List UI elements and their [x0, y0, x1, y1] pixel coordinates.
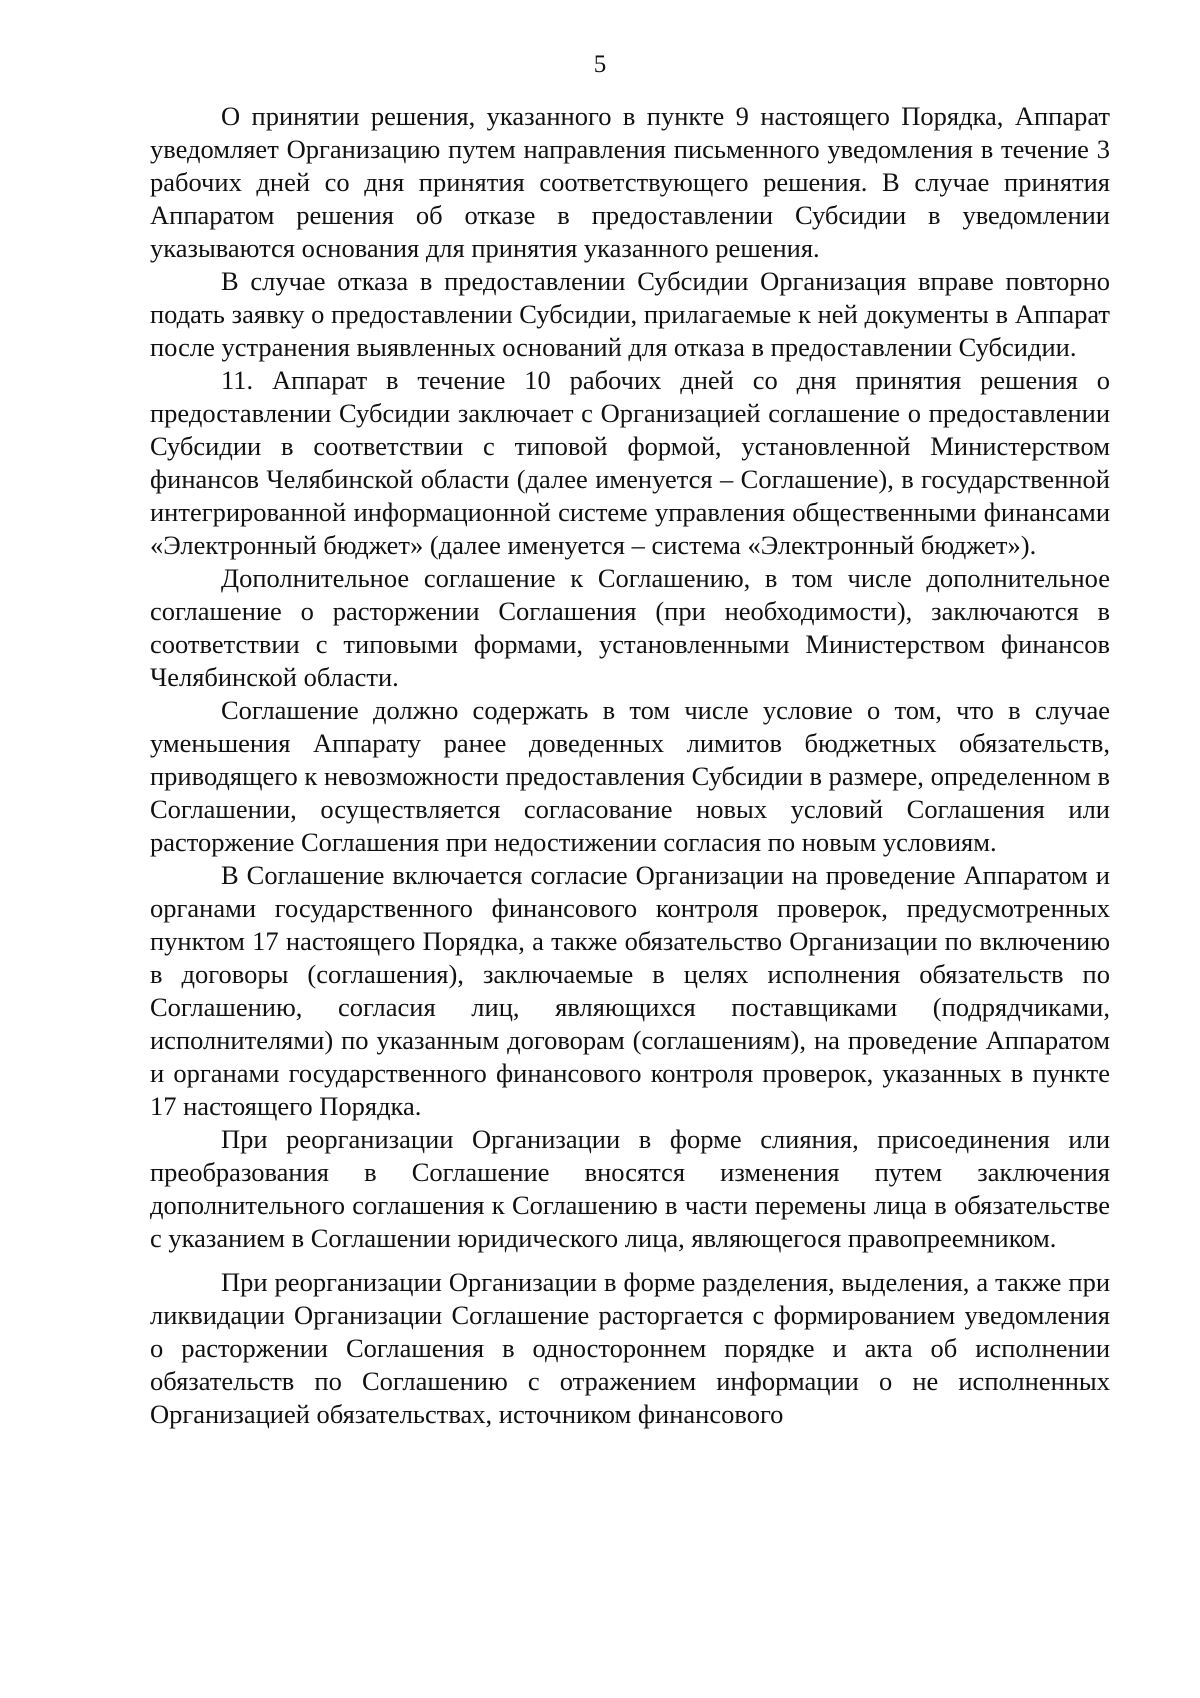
paragraph-audit-consent: В Соглашение включается согласие Организации на проведение Аппаратом и органами государственного финансового контроля проверок, предусмотренных пунктом 17 настоящего Порядка, а также обязательство Организации по включению в договоры (соглашения), заключаемые в целях исполнения обязательств по Соглашению, согласия лиц, являющихся поставщиками (подрядчиками, исполнителями) по указанным договорам (соглашениям), на проведение Аппаратом и органами государственного финансового контроля проверок, указанных в пункте 17 настоящего Порядка. [150, 860, 1110, 1121]
paragraph-additional-agreement: Дополнительное соглашение к Соглашению, в том числе дополнительное соглашение о расторжении Соглашения (при необходимости), заключаются в соответствии с типовыми формами, установленными Министерством финансов Челябинской области. [150, 563, 1110, 692]
paragraph-notification-decision: О принятии решения, указанного в пункте 9 настоящего Порядка, Аппарат уведомляет Организацию путем направления письменного уведомления в течение 3 рабочих дней со дня принятия соответствующего решения. В случае принятия Аппаратом решения об отказе в предоставлении Субсидии в уведомлении указываются основания для принятия указанного решения. [150, 101, 1110, 263]
paragraph-reorganization-merger: При реорганизации Организации в форме слияния, присоединения или преобразования в Соглашение вносятся изменения путем заключения дополнительного соглашения к Соглашению в части перемены лица в обязательстве с указанием в Соглашении юридического лица, являющегося правопреемником. [150, 1124, 1110, 1253]
page-number: 5 [593, 51, 607, 78]
document-body [150, 100, 1110, 1431]
paragraph-item-11-agreement: 11. Аппарат в течение 10 рабочих дней со дня принятия решения о предоставлении Субсидии заключает с Организацией соглашение о предоставлении Субсидии в соответствии с типовой формой, установленной Министерством финансов Челябинской области (далее именуется – Соглашение), в государственной интегрированной информационной системе управления общественными финансами «Электронный бюджет» (далее именуется – система «Электронный бюджет»). [150, 365, 1110, 560]
paragraph-agreement-conditions: Соглашение должно содержать в том числе условие о том, что в случае уменьшения Аппарату ранее доведенных лимитов бюджетных обязательств, приводящего к невозможности предоставления Субсидии в размере, определенном в Соглашении, осуществляется согласование новых условий Соглашения или расторжение Соглашения при недостижении согласия по новым условиям. [150, 695, 1110, 857]
paragraph-reorganization-division: При реорганизации Организации в форме разделения, выделения, а также при ликвидации Организации Соглашение расторгается с формированием уведомления о расторжении Соглашения в одностороннем порядке и акта об исполнении обязательств по Соглашению с отражением информации о не исполненных Организацией обязательствах, источником финансового [150, 1267, 1110, 1429]
paragraph-refusal-resubmission: В случае отказа в предоставлении Субсидии Организация вправе повторно подать заявку о предоставлении Субсидии, прилагаемые к ней документы в Аппарат после устранения выявленных оснований для отказа в предоставлении Субсидии. [150, 266, 1110, 362]
